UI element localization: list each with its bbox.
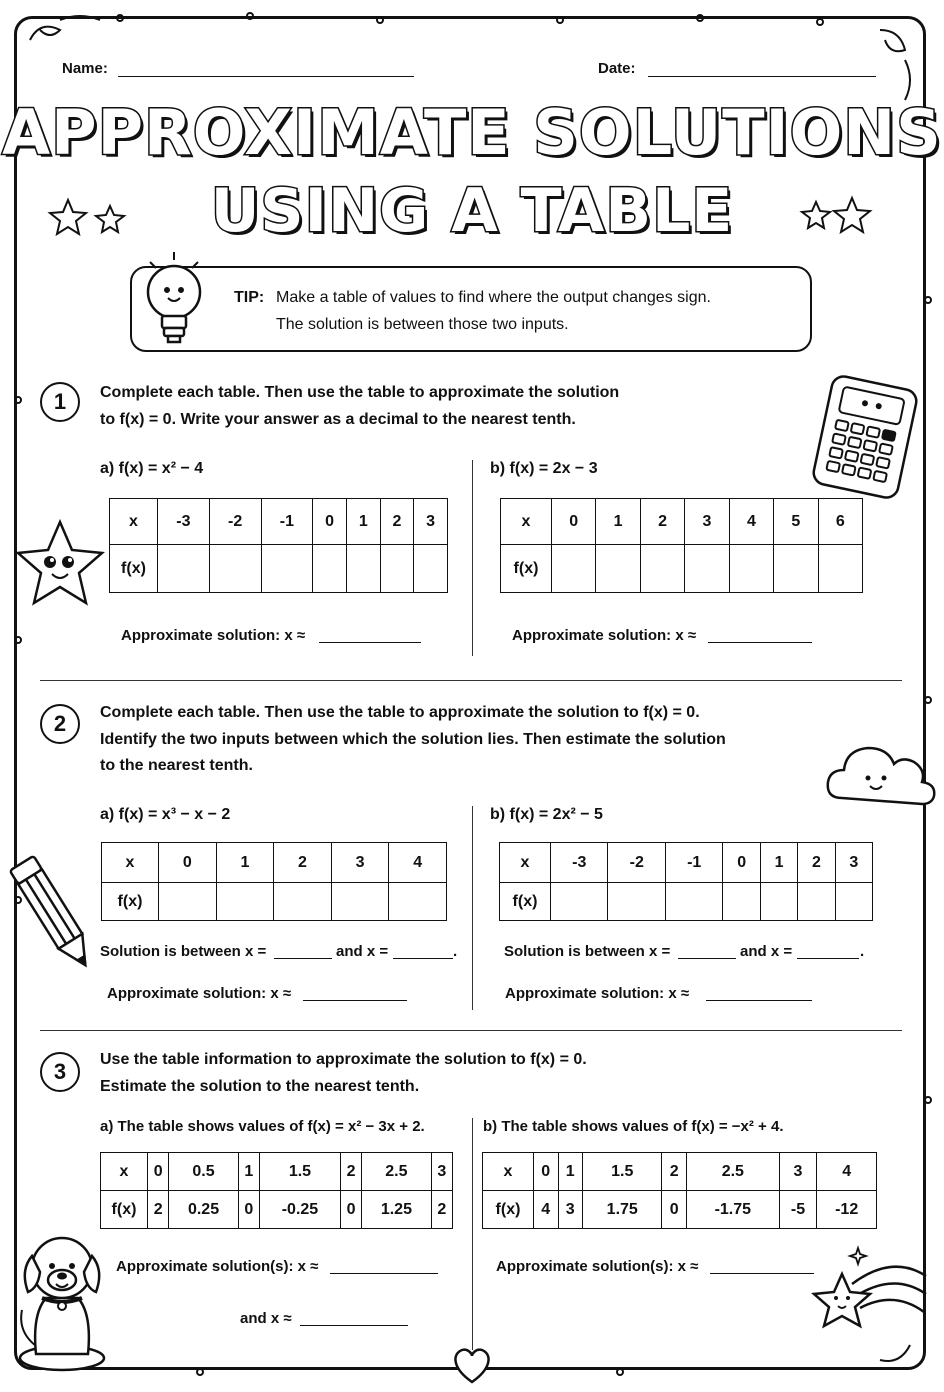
page-title-line2: USING A TABLE [210,176,734,246]
table-cell: 2 [798,843,835,883]
table-header-fx: f(x) [101,1191,148,1229]
table-cell: 2 [640,499,684,545]
table-cell: 0.25 [169,1191,238,1229]
section-divider [40,680,902,681]
s1a-table [109,498,448,593]
tip-line1: Make a table of values to find where the output changes sign. [276,289,711,306]
cloud-icon [824,740,934,810]
table-cell: 3 [414,499,448,545]
s3a-table [100,1152,453,1229]
table-header-fx: f(x) [110,545,158,593]
answer-cell[interactable] [380,545,414,593]
answer-cell[interactable] [346,545,380,593]
column-divider [472,806,473,1010]
table-cell: 0 [552,499,596,545]
answer-cell[interactable] [216,883,274,921]
s2b-between-label: Solution is between x = [504,943,671,960]
table-cell: 3 [431,1153,452,1191]
s3b-answer-field[interactable] [710,1257,814,1274]
table-header-x: x [501,499,552,545]
table-cell: -12 [817,1191,877,1229]
s2a-between-field-1[interactable] [274,942,332,959]
answer-cell[interactable] [414,545,448,593]
table-cell: 3 [685,499,729,545]
table-cell: 1 [558,1153,583,1191]
s3a-answer-field-2[interactable] [300,1309,408,1326]
table-cell: 1.75 [583,1191,662,1229]
s2a-table [101,842,447,921]
table-header-x: x [110,499,158,545]
answer-cell[interactable] [159,883,217,921]
section-3-instructions-line1: Use the table information to approximate the solution to f(x) = 0. [100,1051,587,1068]
name-field[interactable] [118,58,414,77]
table-cell: 0.5 [169,1153,238,1191]
table-header-fx: f(x) [483,1191,534,1229]
table-cell: 4 [729,499,773,545]
table-cell: -1 [665,843,722,883]
s2a-between-label: Solution is between x = [100,943,267,960]
answer-cell[interactable] [818,545,862,593]
s1a-answer-field[interactable] [319,626,421,643]
s3a-function: a) The table shows values of f(x) = x² − 3x + 2. [100,1118,425,1135]
table-header-x: x [101,1153,148,1191]
s1a-answer-label: Approximate solution: x ≈ [121,627,306,644]
s3a-answer-field-1[interactable] [330,1257,438,1274]
sparkle-star-icon [800,196,900,236]
heart-icon [450,1346,494,1386]
table-cell: 1.25 [362,1191,431,1229]
table-cell: 1.5 [583,1153,662,1191]
section-3-number: 3 [40,1052,80,1092]
section-1-instructions-line1: Complete each table. Then use the table to approximate the solution [100,384,620,401]
answer-cell[interactable] [552,545,596,593]
answer-cell[interactable] [596,545,640,593]
s3b-table [482,1152,877,1229]
table-cell: 2 [431,1191,452,1229]
s2b-and-label: and x = [740,943,793,960]
table-cell: -0.25 [260,1191,341,1229]
s2a-answer-label: Approximate solution: x ≈ [107,985,292,1002]
answer-cell[interactable] [274,883,332,921]
s1b-table [500,498,863,593]
shooting-star-icon [812,1244,932,1344]
table-cell: 4 [389,843,447,883]
answer-cell[interactable] [608,883,665,921]
calculator-icon [808,378,918,498]
s2a-and-label: and x = [336,943,389,960]
s2a-function: a) f(x) = x³ − x − 2 [100,806,231,823]
answer-cell[interactable] [760,883,797,921]
table-header-fx: f(x) [102,883,159,921]
answer-cell[interactable] [389,883,447,921]
section-2-number: 2 [40,704,80,744]
table-cell: 2 [148,1191,169,1229]
table-cell: 1 [596,499,640,545]
table-cell: -3 [158,499,210,545]
answer-cell[interactable] [158,545,210,593]
table-cell: -1.75 [686,1191,779,1229]
answer-cell[interactable] [640,545,684,593]
answer-cell[interactable] [551,883,608,921]
table-cell: 3 [779,1153,817,1191]
table-cell: 0 [340,1191,361,1229]
table-cell: 1 [760,843,797,883]
table-cell: 2.5 [686,1153,779,1191]
answer-cell[interactable] [685,545,729,593]
section-divider [40,1030,902,1031]
s2b-answer-label: Approximate solution: x ≈ [505,985,690,1002]
table-cell: 0 [534,1153,559,1191]
table-cell: 1.5 [260,1153,341,1191]
s1a-function: a) f(x) = x² − 4 [100,460,204,477]
tip-line2: The solution is between those two inputs. [276,316,569,333]
s3a-answer-label: Approximate solution(s): x ≈ [116,1258,319,1275]
table-cell: 5 [774,499,818,545]
table-cell: 3 [558,1191,583,1229]
table-header-x: x [500,843,551,883]
s2a-period: . [453,943,458,960]
table-cell: 0 [662,1191,687,1229]
table-cell: 6 [818,499,862,545]
page-title-line1: APPROXIMATE SOLUTIONS [2,96,942,169]
section-2-instructions-line3: to the nearest tenth. [100,757,253,774]
table-cell: -2 [608,843,665,883]
table-cell: 0 [159,843,217,883]
table-cell: 3 [835,843,872,883]
s1b-answer-field[interactable] [708,626,812,643]
section-3-instructions-line2: Estimate the solution to the nearest tenth. [100,1078,420,1095]
s2a-between-field-2[interactable] [393,942,453,959]
answer-cell[interactable] [774,545,818,593]
table-cell: -3 [551,843,608,883]
answer-cell[interactable] [313,545,347,593]
answer-cell[interactable] [331,883,389,921]
answer-cell[interactable] [723,883,760,921]
s2b-table [499,842,873,921]
table-header-fx: f(x) [501,545,552,593]
table-cell: 2.5 [362,1153,431,1191]
table-cell: -2 [209,499,261,545]
answer-cell[interactable] [261,545,313,593]
star-face-icon [10,518,110,618]
table-header-fx: f(x) [500,883,551,921]
table-cell: 0 [313,499,347,545]
date-field[interactable] [648,58,876,77]
answer-cell[interactable] [209,545,261,593]
s1b-answer-label: Approximate solution: x ≈ [512,627,697,644]
puppy-icon [12,1226,112,1376]
table-cell: 3 [331,843,389,883]
sparkle-star-icon [50,198,150,238]
table-cell: -5 [779,1191,817,1229]
s3a-and-label: and x ≈ [240,1310,292,1327]
answer-cell[interactable] [665,883,722,921]
name-label: Name: [62,60,108,77]
table-cell: -1 [261,499,313,545]
table-cell: 0 [723,843,760,883]
s2b-answer-field[interactable] [706,984,812,1001]
s2a-answer-field[interactable] [303,984,407,1001]
lightbulb-icon [140,248,210,358]
column-divider [472,460,473,656]
table-cell: 2 [274,843,332,883]
table-cell: 1 [346,499,380,545]
table-cell: 2 [662,1153,687,1191]
table-cell: 0 [238,1191,259,1229]
column-divider [472,1118,473,1350]
s2b-between-field-2[interactable] [797,942,859,959]
section-1-number: 1 [40,382,80,422]
s1b-function: b) f(x) = 2x − 3 [490,460,598,477]
table-cell: 4 [817,1153,877,1191]
tip-label: TIP: [234,289,265,306]
table-cell: 0 [148,1153,169,1191]
section-2-instructions-line2: Identify the two inputs between which the solution lies. Then estimate the solution [100,731,726,748]
date-label: Date: [598,60,636,77]
answer-cell[interactable] [729,545,773,593]
s3b-answer-label: Approximate solution(s): x ≈ [496,1258,699,1275]
s2b-between-field-1[interactable] [678,942,736,959]
table-cell: 1 [216,843,274,883]
table-cell: 4 [534,1191,559,1229]
s3b-function: b) The table shows values of f(x) = −x² + 4. [483,1118,784,1135]
table-header-x: x [102,843,159,883]
answer-cell[interactable] [835,883,872,921]
s2b-period: . [860,943,865,960]
section-1-instructions-line2: to f(x) = 0. Write your answer as a decimal to the nearest tenth. [100,411,576,428]
table-header-x: x [483,1153,534,1191]
pencil-icon [14,850,94,980]
table-cell: 2 [340,1153,361,1191]
table-cell: 1 [238,1153,259,1191]
answer-cell[interactable] [798,883,835,921]
section-2-instructions-line1: Complete each table. Then use the table to approximate the solution to f(x) = 0. [100,704,700,721]
s2b-function: b) f(x) = 2x² − 5 [490,806,603,823]
tip-box [130,266,812,352]
table-cell: 2 [380,499,414,545]
